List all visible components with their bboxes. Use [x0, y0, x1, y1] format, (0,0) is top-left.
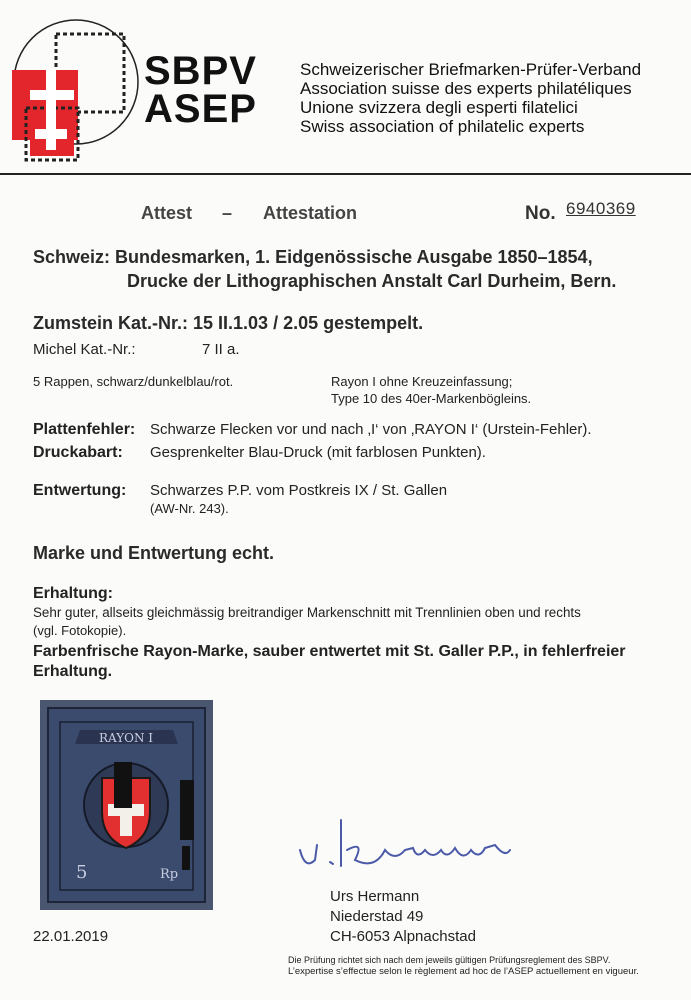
header-divider — [0, 173, 691, 175]
michel-label: Michel Kat.-Nr.: — [33, 341, 136, 358]
plattenfehler-label: Plattenfehler: — [33, 421, 136, 438]
association-names — [300, 60, 641, 136]
stamp-value-left: 5 — [76, 862, 88, 883]
plattenfehler-value: Schwarze Flecken vor und nach ‚I‘ von ‚RAYON I‘ (Urstein-Fehler). — [150, 421, 592, 438]
signer-city: CH-6053 Alpnachstad — [330, 928, 476, 945]
verdict: Marke und Entwertung echt. — [33, 543, 275, 563]
rayon-type-line-1: Rayon I ohne Kreuzeinfassung; — [331, 374, 513, 389]
certificate-number-label: No. — [525, 203, 556, 224]
signer-name: Urs Hermann — [330, 888, 420, 905]
title-attestation: Attestation — [263, 203, 357, 223]
certificate-date: 22.01.2019 — [33, 928, 109, 945]
issue-line-1: Schweiz: Bundesmarken, 1. Eidgenössische Ausgabe 1850–1854, — [33, 247, 593, 267]
brand-asep: ASEP — [144, 87, 257, 131]
druckabart-value: Gesprenkelter Blau-Druck (mit farblosen Punkten). — [150, 444, 486, 461]
signer-street: Niederstad 49 — [330, 908, 424, 925]
rayon-stamp-image — [40, 700, 213, 910]
assoc-it: Unione svizzera degli esperti filatelici — [300, 98, 578, 117]
sbpv-logo — [6, 10, 146, 170]
assoc-de: Schweizerischer Briefmarken-Prüfer-Verband — [300, 60, 642, 79]
druckabart-label: Druckabart: — [33, 444, 123, 461]
zumstein-catalog: Zumstein Kat.-Nr.: 15 II.1.03 / 2.05 gestempelt. — [33, 313, 424, 333]
footer-note-de: Die Prüfung richtet sich nach dem jeweils gültigen Prüfungsreglement des SBPV. — [288, 955, 611, 965]
handwritten-signature — [295, 800, 525, 880]
entwertung-value-2: (AW-Nr. 243). — [150, 501, 229, 516]
condition-bold-2: Erhaltung. — [33, 663, 113, 680]
condition-line-1: Sehr guter, allseits gleichmässig breitrandiger Markenschnitt mit Trennlinien oben und rechts — [33, 605, 581, 620]
condition-heading: Erhaltung: — [33, 585, 113, 602]
entwertung-label: Entwertung: — [33, 482, 127, 499]
michel-value: 7 II a. — [202, 341, 240, 358]
brand-logotype — [144, 49, 257, 131]
rayon-type-line-2: Type 10 des 40er-Markenbögleins. — [331, 391, 532, 406]
assoc-fr: Association suisse des experts philatéliques — [300, 79, 632, 98]
stamp-description: 5 Rappen, schwarz/dunkelblau/rot. — [33, 374, 234, 389]
condition-line-2: (vgl. Fotokopie). — [33, 623, 127, 638]
assoc-en: Swiss association of philatelic experts — [300, 117, 585, 136]
stamp-value-right: Rp — [160, 867, 179, 882]
issue-line-2: Drucke der Lithographischen Anstalt Carl Durheim, Bern. — [127, 271, 617, 291]
title-attest: Attest — [141, 203, 193, 223]
certificate-number: 6940369 — [566, 199, 636, 218]
title-dash: – — [222, 203, 233, 223]
brand-sbpv: SBPV — [144, 49, 257, 93]
stamp-rayon-text: RAYON I — [98, 731, 154, 745]
condition-bold-1: Farbenfrische Rayon-Marke, sauber entwertet mit St. Galler P.P., in fehlerfreier — [33, 643, 626, 660]
footer-note-fr: L’expertise s’effectue selon le règlement ad hoc de l’ASEP actuellement en vigueur. — [288, 966, 639, 977]
entwertung-value: Schwarzes P.P. vom Postkreis IX / St. Gallen — [150, 482, 448, 499]
